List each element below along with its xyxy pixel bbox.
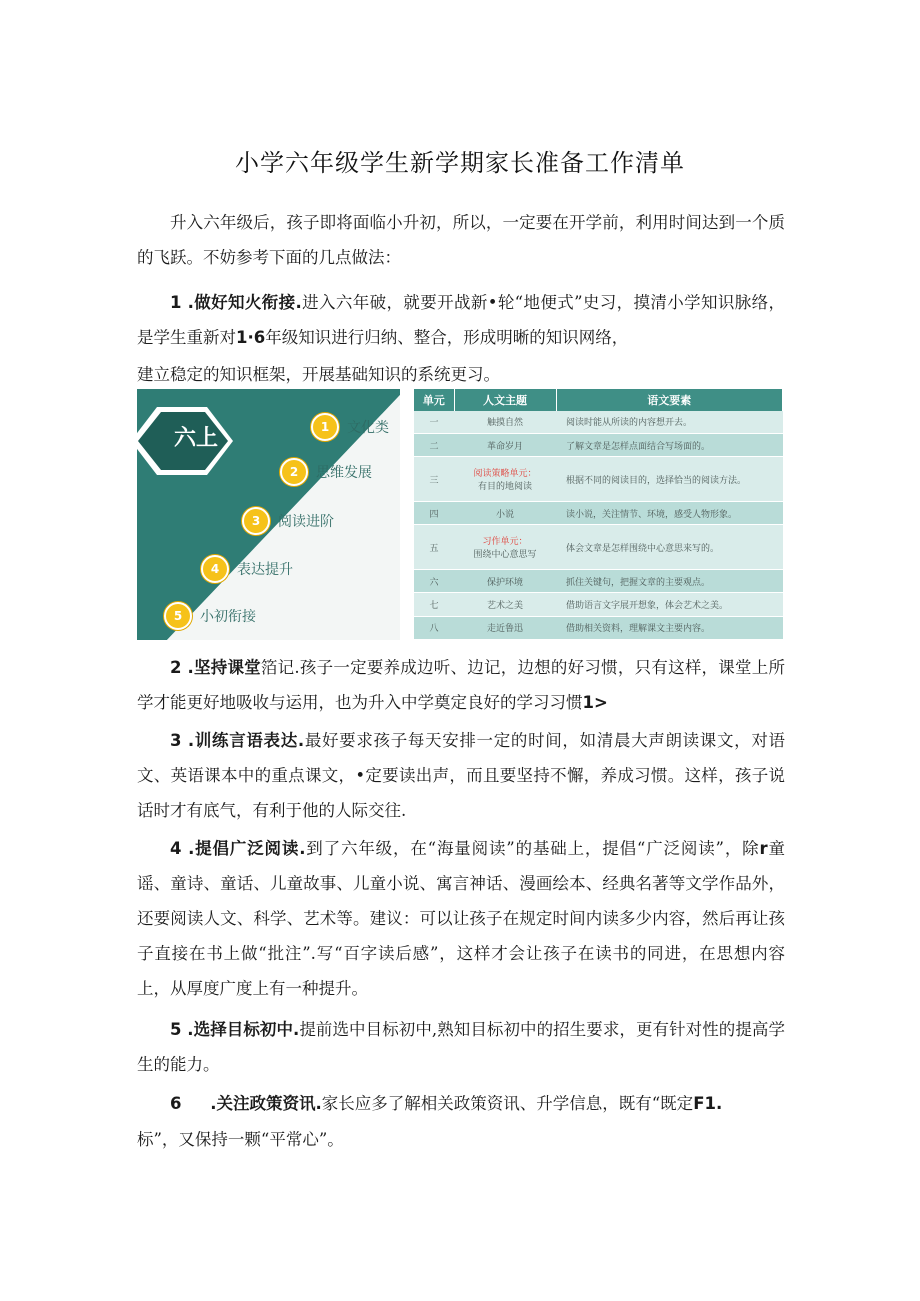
step-5-label: 小初衔接 (200, 609, 256, 625)
cell-unit: 八 (414, 616, 454, 639)
cell-unit: 七 (414, 593, 454, 616)
item-2-heading: .坚持课堂 (181, 658, 261, 677)
item-1-line2: 建立稳定的知识框架，开展基础知识的系统更习。 (137, 365, 500, 384)
table-row (414, 457, 783, 502)
step-3-label: 阅读进阶 (278, 514, 334, 530)
item-6 (137, 1086, 785, 1121)
item-1-bold: 1·6 (236, 328, 266, 347)
item-4-number: 4 (170, 839, 182, 858)
unit-graphic (137, 389, 400, 640)
cell-theme-highlight: 习作单元： (482, 537, 528, 548)
cell-unit: 五 (414, 525, 454, 570)
item-1-heading: .做好知火衔接. (181, 293, 302, 312)
cell-theme: 革命岁月 (454, 433, 556, 456)
item-5 (137, 1012, 785, 1082)
item-2 (137, 650, 785, 720)
header-elements: 语文要素 (556, 389, 783, 411)
table-row (414, 525, 783, 570)
cell-unit: 一 (414, 411, 454, 433)
cell-theme-highlight: 阅读策略单元： (473, 469, 537, 480)
header-unit: 单元 (414, 389, 454, 411)
table-row (414, 593, 783, 616)
table-row (414, 570, 783, 593)
item-2-text: 箔记.孩子一定要养成边听、边记，边想的好习惯，只有这样，课堂上所学才能更好地吸收与运用，也为升入中学奠定良好的学习习惯 (137, 658, 785, 712)
step-4-badge: 4 (201, 555, 229, 583)
step-2-label: 思维发展 (316, 465, 372, 481)
item-5-heading: .选择目标初中. (181, 1020, 300, 1039)
item-1-text2: 年级知识进行归纳、整合，形成明晰的知识网络， (265, 328, 629, 347)
table-row (414, 616, 783, 639)
step-3-badge: 3 (242, 507, 270, 535)
item-6-text: 家长应多了解相关政策资讯、升学信息，既有“既定 (321, 1094, 694, 1113)
item-6-heading: .关注政策资讯. (181, 1094, 322, 1113)
item-6-bold: F1. (693, 1094, 723, 1113)
item-1 (137, 285, 785, 355)
item-1-number: 1 (170, 293, 182, 312)
cell-unit: 二 (414, 433, 454, 456)
cell-theme: 触摸自然 (454, 411, 556, 433)
item-5-number: 5 (170, 1020, 182, 1039)
cell-elements: 读小说，关注情节、环境，感受人物形象。 (556, 502, 783, 525)
step-1-badge: 1 (311, 413, 339, 441)
step-4-label: 表达提升 (237, 562, 293, 578)
item-4 (137, 831, 785, 1006)
cell-theme: 保护环境 (454, 570, 556, 593)
item-3-heading: .训练言语表达. (181, 731, 305, 750)
item-1-text: 进入六年破，就要开战新•轮“地便式”史习，摸清小学知识脉络，是学生重新对 (137, 293, 786, 347)
table-header-row (414, 389, 783, 411)
cell-elements: 阅读时能从所读的内容想开去。 (556, 411, 783, 433)
item-4-text2: 童谣、童诗、童话、儿童故事、儿童小说、寓言神话、漫画绘本、经典名著等文学作品外，还要阅读人文、科学、艺术等。建议：可以让孩子在规定时间内读多少内容，然后再让孩子直接在书上做“批注”.写“百字读后感”，这样才会让孩子在读书的同进，在思想内容上，从厚度广度上有一种提升。 (137, 839, 785, 998)
step-1-label: 文化类 (347, 420, 389, 436)
cell-theme: 艺术之美 (454, 593, 556, 616)
table-row (414, 433, 783, 456)
cell-theme: 小说 (454, 502, 556, 525)
cell-elements: 体会文章是怎样围绕中心意思来写的。 (556, 525, 783, 570)
step-5-badge: 5 (164, 602, 192, 630)
cell-elements: 抓住关键句，把握文章的主要观点。 (556, 570, 783, 593)
item-3 (137, 723, 785, 828)
cell-unit: 六 (414, 570, 454, 593)
cell-theme-text: 围绕中心意思写 (473, 550, 537, 561)
cell-unit: 四 (414, 502, 454, 525)
cell-theme: 走近鲁迅 (454, 616, 556, 639)
header-theme: 人文主题 (454, 389, 556, 411)
step-3 (242, 507, 334, 535)
cell-elements: 了解文章是怎样点面结合写场面的。 (556, 433, 783, 456)
item-2-number: 2 (170, 658, 182, 677)
cell-elements: 根据不同的阅读目的，选择恰当的阅读方法。 (556, 457, 783, 502)
cell-theme-text: 有目的地阅读 (477, 482, 532, 493)
item-4-bold: r (759, 839, 768, 858)
intro-paragraph: 升入六年级后，孩子即将面临小升初，所以，一定要在开学前，利用时间达到一个质的飞跃。不妨参考下面的几点做法： (137, 213, 785, 267)
step-1 (311, 413, 389, 441)
step-4 (201, 555, 293, 583)
cell-unit: 三 (414, 457, 454, 502)
table-row (414, 502, 783, 525)
page-title: 小学六年级学生新学期家长准备工作清单 (235, 149, 685, 177)
item-3-text: 最好要求孩子每天安排一定的时间，如清晨大声朗读课文，对语文、英语课本中的重点课文，•定要读出声，而且要坚持不懈，养成习惯。这样，孩子说话时才有底气，有利于他的人际交往. (137, 731, 786, 820)
cell-theme (454, 525, 556, 570)
item-6-line2: 标”，又保持一颗“平常心”。 (137, 1130, 344, 1149)
item-6-number: 6 (170, 1094, 182, 1113)
unit-table (414, 389, 783, 640)
step-5 (164, 602, 256, 630)
item-5-text: 提前选中目标初中,熟知目标初中的招生要求，更有针对性的提高学生的能力。 (137, 1020, 786, 1074)
cell-theme (454, 457, 556, 502)
item-3-number: 3 (170, 731, 182, 750)
item-4-heading: .提倡广泛阅读. (181, 839, 306, 858)
grade-label: 六上 (173, 426, 218, 451)
cell-elements: 借助语言文字展开想象，体会艺术之美。 (556, 593, 783, 616)
table-row (414, 411, 783, 433)
cell-elements: 借助相关资料，理解课文主要内容。 (556, 616, 783, 639)
step-2 (280, 458, 372, 486)
item-2-bold: 1> (582, 693, 608, 712)
item-4-text: 到了六年级，在“海量阅读”的基础上，提倡“广泛阅读”，除 (305, 839, 760, 858)
step-2-badge: 2 (280, 458, 308, 486)
